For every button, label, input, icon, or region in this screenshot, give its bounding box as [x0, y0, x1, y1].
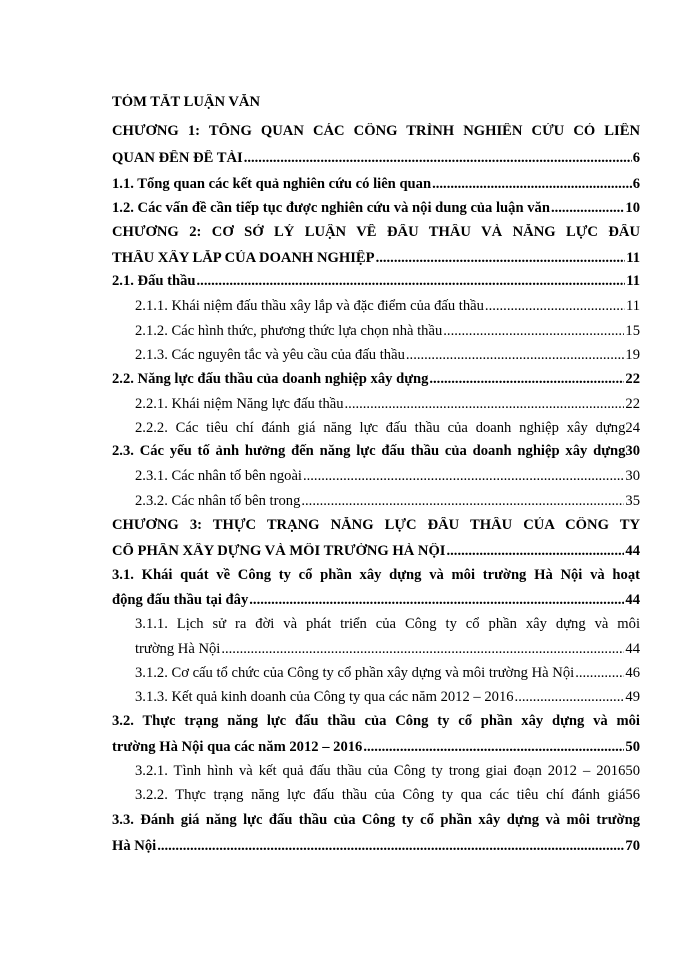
- page-number: 30: [625, 443, 640, 459]
- dot-leader: [575, 665, 624, 682]
- toc-chapter-1-line2[interactable]: QUAN ĐẾN ĐỀ TÀI ..... 6: [112, 150, 640, 174]
- page-number: 70: [625, 838, 640, 854]
- toc-entry-2-1-3[interactable]: 2.1.3. Các nguyên tắc và yêu cầu của đấu thầu ..... 19: [135, 347, 640, 371]
- toc-entry-2-3-1[interactable]: 2.3.1. Các nhân tố bên ngoài ..... 30: [135, 468, 640, 492]
- page-number: 11: [626, 273, 640, 289]
- toc-entry-3-3-line2[interactable]: Hà Nội ..... 70: [112, 838, 640, 862]
- toc-entry-2-2-2[interactable]: 2.2.2. Các tiêu chí đánh giá năng lực đấu thầu của doanh nghiệp xây dựng 24: [135, 420, 640, 436]
- toc-entry-3-2-2[interactable]: 3.2.2. Thực trạng năng lực đấu thầu của Công ty qua các tiêu chí đánh giá 56: [135, 787, 640, 803]
- toc-entry-2-2-1[interactable]: 2.2.1. Khái niệm Năng lực đấu thầu ..... 22: [135, 396, 640, 420]
- toc-entry-2-1-1[interactable]: 2.1.1. Khái niệm đấu thầu xây lắp và đặc điểm của đấu thầu ..... 11: [135, 298, 640, 322]
- toc-entry-3-1-line1[interactable]: 3.1. Khái quát về Công ty cổ phần xây dựng và môi trường Hà Nội và hoạt: [112, 567, 640, 583]
- page-number: 50: [625, 763, 640, 779]
- toc-entry-2-3-2[interactable]: 2.3.2. Các nhân tố bên trong ..... 35: [135, 493, 640, 517]
- toc-heading: TÓM TẮT LUẬN VĂN: [112, 94, 260, 110]
- dot-leader: [244, 150, 632, 167]
- dot-leader: [432, 176, 632, 193]
- toc-entry-3-1-1-line2[interactable]: trường Hà Nội ..... 44: [135, 641, 640, 665]
- page-number: 15: [625, 323, 640, 339]
- page-number: 6: [632, 150, 640, 166]
- toc-entry-3-2-1[interactable]: 3.2.1. Tình hình và kết quả đấu thầu của Công ty trong giai đoạn 2012 – 2016 50: [135, 763, 640, 779]
- toc-entry-3-1-2[interactable]: 3.1.2. Cơ cấu tổ chức của Công ty cổ phần xây dựng và môi trường Hà Nội ..... 46: [135, 665, 640, 689]
- toc-entry-3-1-line2[interactable]: động đấu thầu tại đây ..... 44: [112, 592, 640, 616]
- toc-entry-1-1[interactable]: 1.1. Tổng quan các kết quả nghiên cứu có liên quan ..... 6: [112, 176, 640, 200]
- dot-leader: [515, 689, 625, 706]
- page-number: 22: [625, 396, 640, 412]
- page-number: 49: [625, 689, 640, 705]
- page-number: 24: [625, 420, 640, 436]
- dot-leader: [363, 739, 624, 756]
- page-number: 19: [625, 347, 640, 363]
- dot-leader: [303, 468, 624, 485]
- dot-leader: [443, 323, 624, 340]
- page-number: 56: [625, 787, 640, 803]
- page-number: 11: [626, 250, 640, 266]
- page-number: 6: [632, 176, 640, 192]
- dot-leader: [221, 641, 624, 658]
- toc-chapter-1-line1[interactable]: CHƯƠNG 1: TỔNG QUAN CÁC CÔNG TRÌNH NGHIÊN CỨU CÓ LIÊN: [112, 123, 640, 139]
- toc-chapter-2-line2[interactable]: THẦU XÂY LẮP CỦA DOANH NGHIỆP ..... 11: [112, 250, 640, 274]
- dot-leader: [485, 298, 625, 315]
- toc-entry-3-2-line2[interactable]: trường Hà Nội qua các năm 2012 – 2016 ..... 50: [112, 739, 640, 763]
- toc-entry-1-2[interactable]: 1.2. Các vấn đề cần tiếp tục được nghiên cứu và nội dung của luận văn ..... 10: [112, 200, 640, 224]
- dot-leader: [345, 396, 625, 413]
- dot-leader: [447, 543, 625, 560]
- toc-chapter-3-line2[interactable]: CỔ PHẦN XÂY DỰNG VÀ MÔI TRƯỜNG HÀ NỘI ..... 44: [112, 543, 640, 567]
- page-number: 30: [625, 468, 640, 484]
- toc-entry-3-1-3[interactable]: 3.1.3. Kết quả kinh doanh của Công ty qua các năm 2012 – 2016 ..... 49: [135, 689, 640, 713]
- toc-entry-2-3[interactable]: 2.3. Các yếu tố ảnh hưởng đến năng lực đấu thầu của doanh nghiệp xây dựng 30: [112, 443, 640, 459]
- page-number: 44: [625, 641, 640, 657]
- dot-leader: [406, 347, 625, 364]
- page-number: 22: [625, 371, 640, 387]
- toc-entry-2-1[interactable]: 2.1. Đấu thầu ..... 11: [112, 273, 640, 297]
- dot-leader: [157, 838, 624, 855]
- page-number: 44: [625, 592, 640, 608]
- dot-leader: [197, 273, 626, 290]
- dot-leader: [551, 200, 624, 217]
- dot-leader: [376, 250, 626, 267]
- page-number: 50: [625, 739, 640, 755]
- toc-entry-2-2[interactable]: 2.2. Năng lực đấu thầu của doanh nghiệp xây dựng ..... 22: [112, 371, 640, 395]
- toc-chapter-2-line1[interactable]: CHƯƠNG 2: CƠ SỞ LÝ LUẬN VỀ ĐẤU THẦU VÀ NĂNG LỰC ĐẤU: [112, 224, 640, 240]
- page-number: 35: [625, 493, 640, 509]
- toc-entry-3-2-line1[interactable]: 3.2. Thực trạng năng lực đấu thầu của Công ty cổ phần xây dựng và môi: [112, 713, 640, 729]
- page-number: 11: [625, 298, 640, 314]
- page-number: 44: [625, 543, 640, 559]
- page-number: 10: [625, 200, 640, 216]
- toc-entry-3-3-line1[interactable]: 3.3. Đánh giá năng lực đấu thầu của Công ty cổ phần xây dựng và môi trường: [112, 812, 640, 828]
- toc-entry-3-1-1-line1[interactable]: 3.1.1. Lịch sử ra đời và phát triển của Công ty cổ phần xây dựng và môi: [135, 616, 640, 632]
- page-number: 46: [625, 665, 640, 681]
- toc-chapter-3-line1[interactable]: CHƯƠNG 3: THỰC TRẠNG NĂNG LỰC ĐẤU THẦU CỦA CÔNG TY: [112, 517, 640, 533]
- dot-leader: [429, 371, 624, 388]
- dot-leader: [249, 592, 624, 609]
- dot-leader: [301, 493, 624, 510]
- toc-entry-2-1-2[interactable]: 2.1.2. Các hình thức, phương thức lựa chọn nhà thầu ..... 15: [135, 323, 640, 347]
